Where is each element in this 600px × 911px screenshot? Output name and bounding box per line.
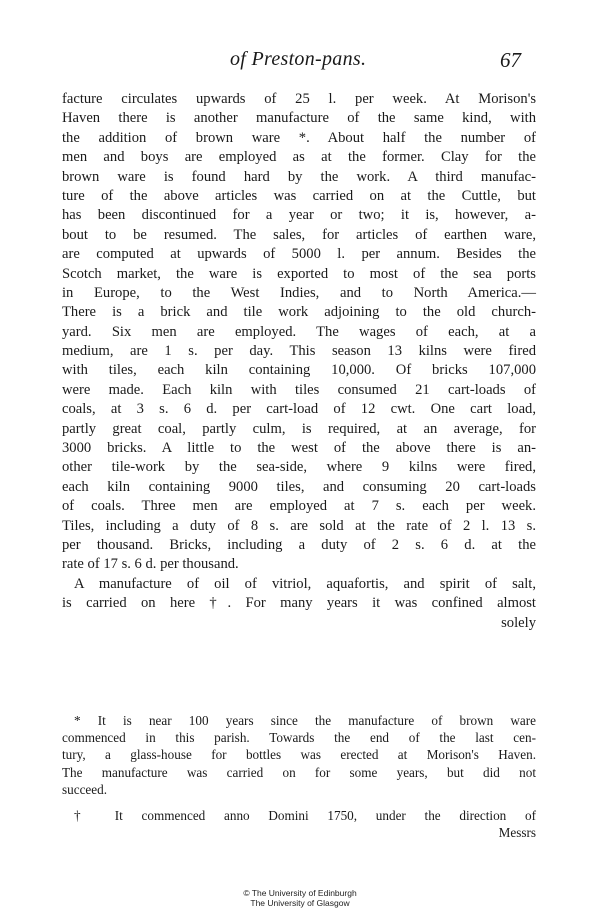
copyright-line-1: © The University of Edinburgh xyxy=(243,888,357,898)
text-line: in Europe, to the West Indies, and to North America.— xyxy=(62,284,536,301)
text-line: ture of the above articles was carried on at the Cuttle, but xyxy=(62,187,536,204)
footnote-gap xyxy=(62,798,536,807)
text-line: with tiles, each kiln containing 10,000. Of bricks 107,000 xyxy=(62,362,536,379)
footnote-line: * It is near 100 years since the manufacture of brown ware xyxy=(74,713,536,728)
text-line: are computed at upwards of 5000 l. per annum. Besides the xyxy=(62,246,536,263)
text-line: coals, at 3 s. 6 d. per cart-load of 12 cwt. One cart load, xyxy=(62,401,536,418)
footnotes xyxy=(62,712,536,841)
footnote-line: succeed. xyxy=(62,781,108,797)
text-line: yard. Six men are employed. The wages of each, at a xyxy=(62,323,536,340)
footnote-line: tury, a glass-house for bottles was erected at Morison's Haven. xyxy=(62,747,536,763)
page-header xyxy=(0,48,600,74)
text-line: men and boys are employed as at the former. Clay for the xyxy=(62,149,536,166)
text-line: There is a brick and tile work adjoining to the old church- xyxy=(62,304,536,321)
text-line: partly great coal, partly culm, is required, at an average, for xyxy=(62,420,536,437)
footnote-catchword: Messrs xyxy=(498,825,536,841)
copyright-line-2: The University of Glasgow xyxy=(250,898,350,908)
running-head: of Preston-pans. xyxy=(230,48,367,70)
text-line: were made. Each kiln with tiles consumed 21 cart-loads of xyxy=(62,381,536,398)
footnote-line: commenced in this parish. Towards the end of the last cen- xyxy=(62,730,536,746)
copyright-notice xyxy=(0,888,600,908)
text-line: Scotch market, the ware is exported to most of the sea ports xyxy=(62,265,536,282)
text-line: 3000 bricks. A little to the west of the above there is an- xyxy=(62,440,536,457)
text-line: medium, are 1 s. per day. This season 13 kilns were fired xyxy=(62,343,536,360)
text-line: of coals. Three men are employed at 7 s. each per week. xyxy=(62,498,536,515)
text-line: rate of 17 s. 6 d. per thousand. xyxy=(62,556,239,573)
text-line: the addition of brown ware *. About half the number of xyxy=(62,129,536,146)
text-line: Tiles, including a duty of 8 s. are sold at the rate of 2 l. 13 s. xyxy=(62,517,536,534)
text-line: Haven there is another manufacture of the same kind, with xyxy=(62,110,536,127)
text-line: A manufacture of oil of vitriol, aquafortis, and spirit of salt, xyxy=(74,575,536,592)
text-line: per thousand. Bricks, including a duty of 2 s. 6 d. at the xyxy=(62,536,536,553)
text-line: is carried on here †. For many years it was confined almost xyxy=(62,595,536,612)
text-line: each kiln containing 9000 tiles, and consuming 20 cart-loads xyxy=(62,478,536,495)
footnote-line: † It commenced anno Domini 1750, under the direction of xyxy=(74,807,536,823)
text-line: has been discontinued for a year or two; it is, however, a- xyxy=(62,207,536,224)
page-number: 67 xyxy=(500,48,521,72)
text-line: facture circulates upwards of 25 l. per week. At Morison's xyxy=(62,91,536,107)
footnote-line: The manufacture was carried on for some years, but did not xyxy=(62,764,536,780)
text-line: brown ware is found hard by the work. A third manufac- xyxy=(62,168,536,185)
body-text xyxy=(62,90,536,633)
catchword: solely xyxy=(501,614,536,631)
text-line: other tile-work by the sea-side, where 9 kilns were fired, xyxy=(62,459,536,476)
text-line: bout to be resumed. The sales, for articles of earthen ware, xyxy=(62,226,536,243)
